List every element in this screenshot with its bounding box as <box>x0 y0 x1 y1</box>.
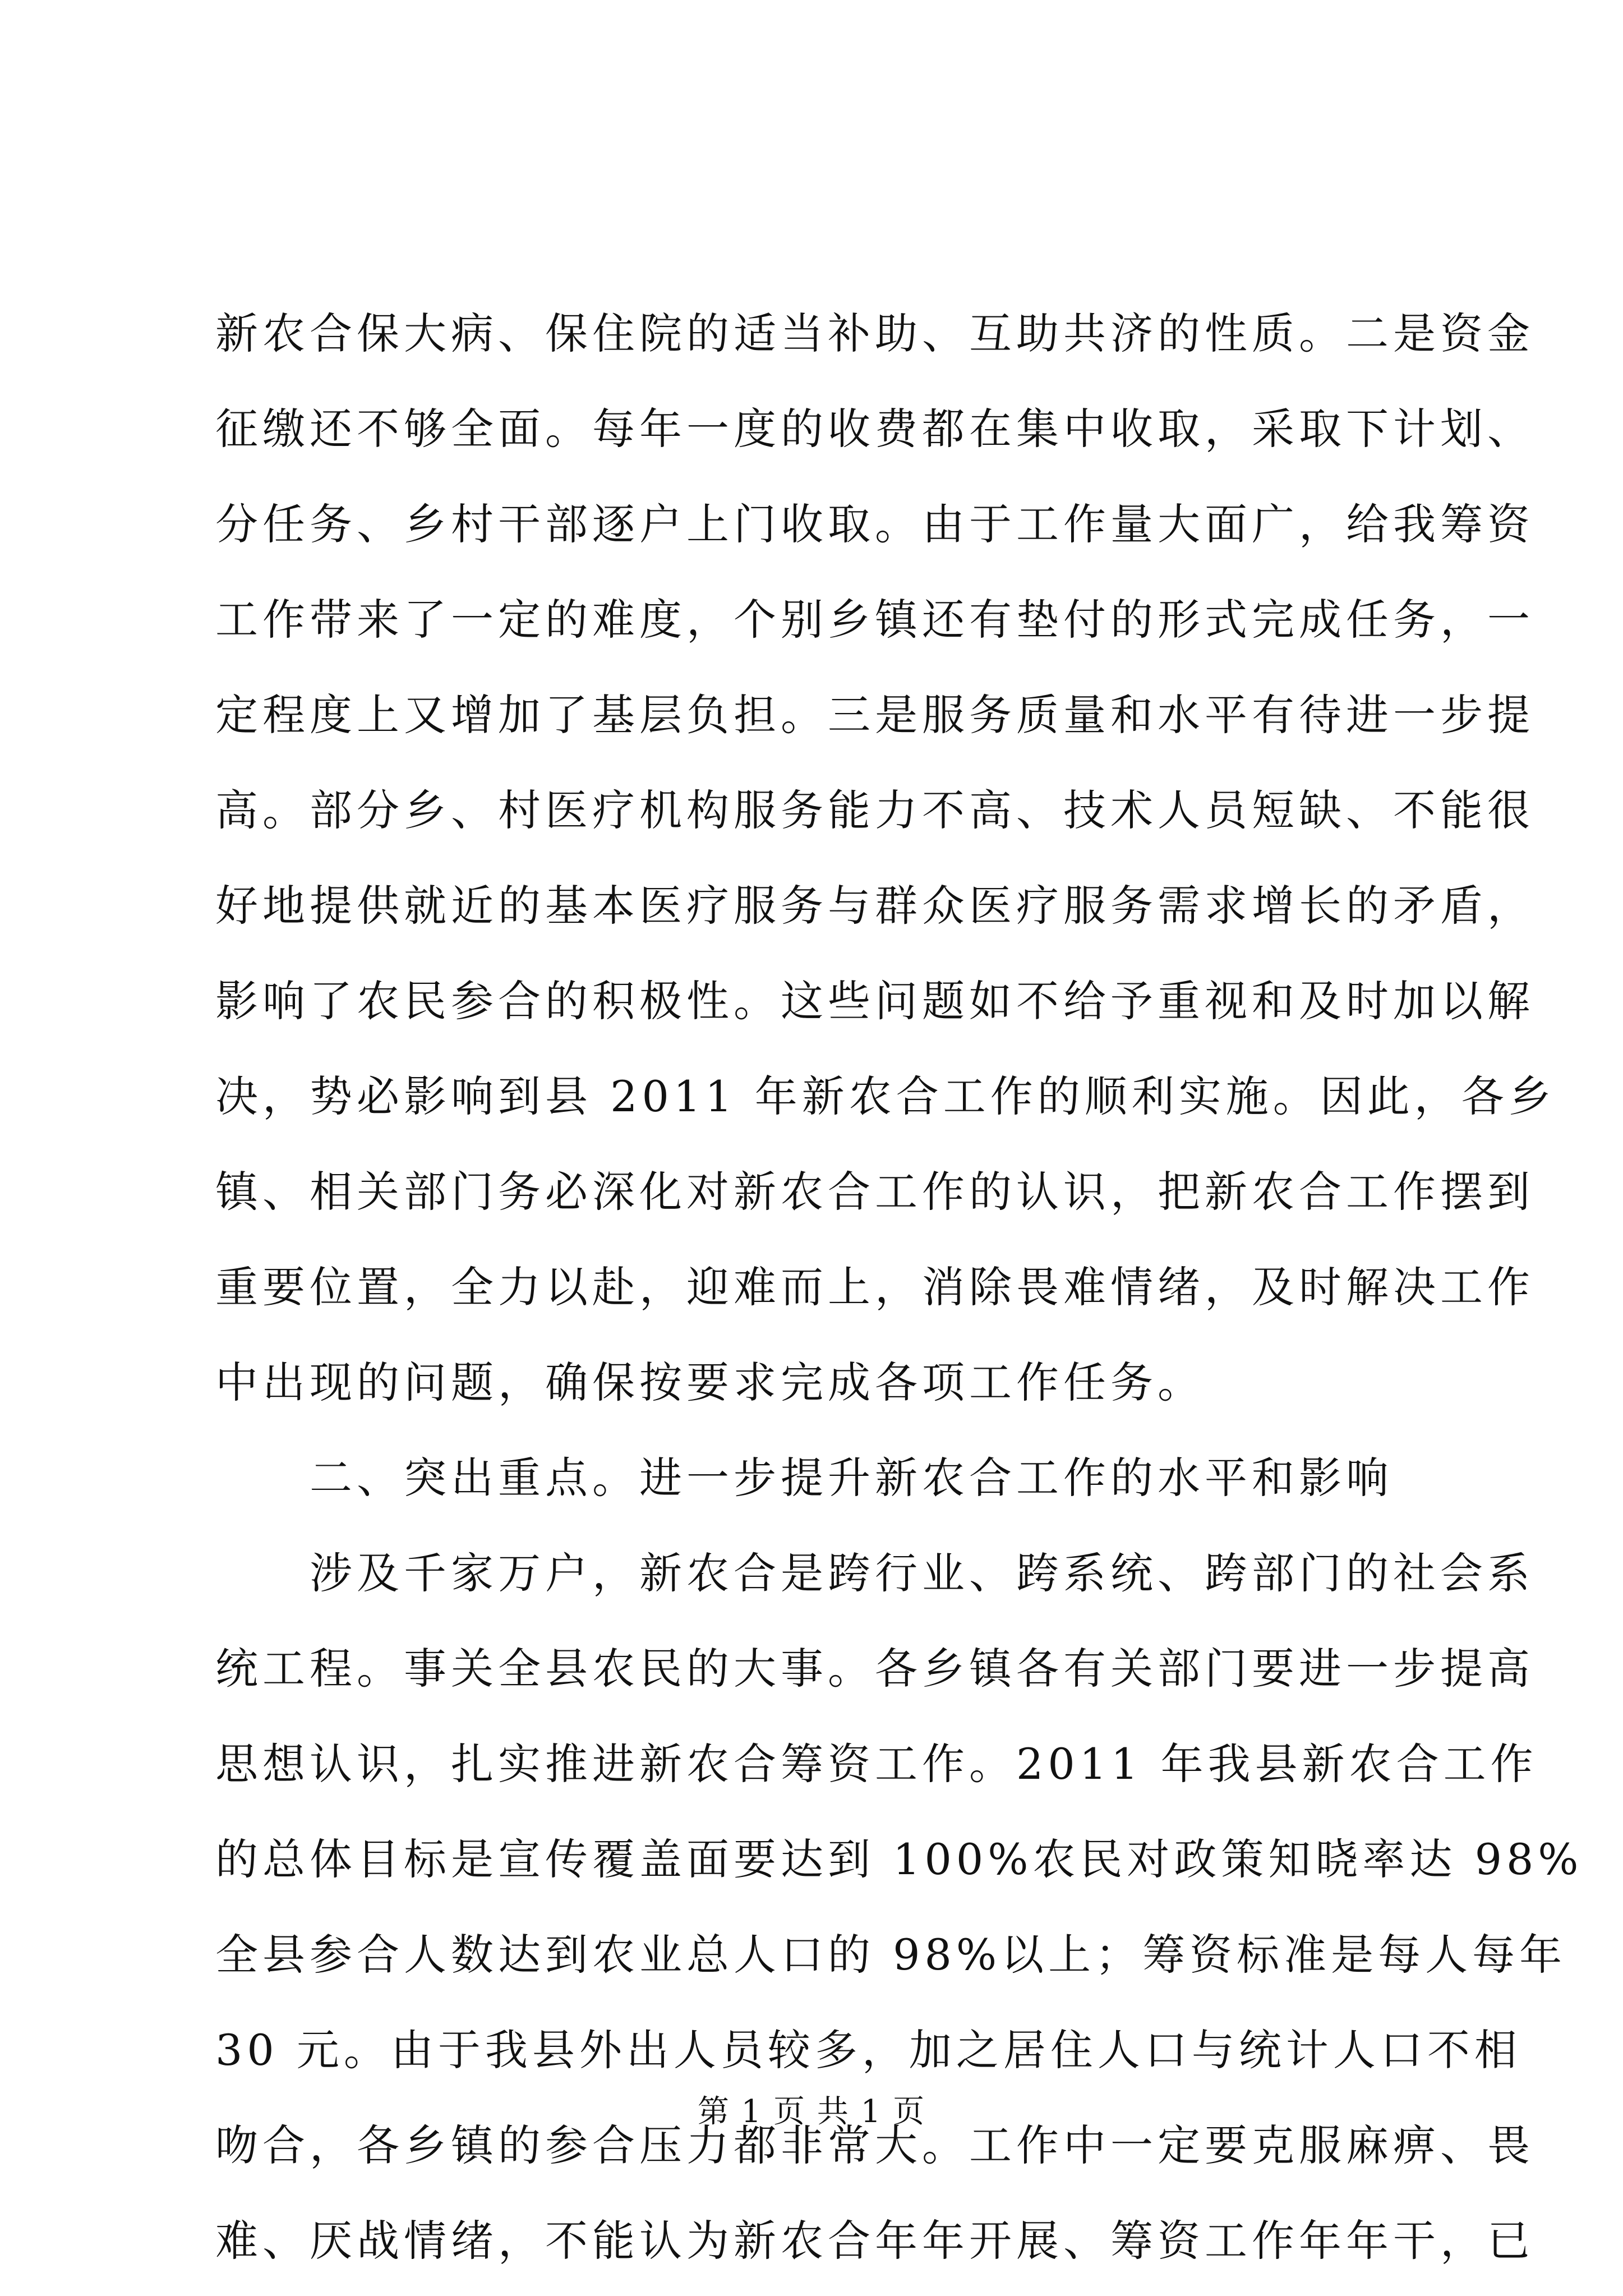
text-line: 工作带来了一定的难度，个别乡镇还有垫付的形式完成任务，一 <box>215 595 1534 645</box>
text-line: 思想认识，扎实推进新农合筹资工作。2011 年我县新农合工作 <box>215 1739 1538 1789</box>
text-line: 难、厌战情绪，不能认为新农合年年开展、筹资工作年年干，已 <box>215 2216 1534 2266</box>
section-heading: 二、突出重点。进一步提升新农合工作的水平和影响 <box>215 1453 1393 1503</box>
text-line: 影响了农民参合的积极性。这些问题如不给予重视和及时加以解 <box>215 976 1534 1026</box>
text-line: 吻合，各乡镇的参合压力都非常大。工作中一定要克服麻痹、畏 <box>215 2120 1534 2170</box>
text-line: 统工程。事关全县农民的大事。各乡镇各有关部门要进一步提高 <box>215 1644 1534 1694</box>
text-line: 好地提供就近的基本医疗服务与群众医疗服务需求增长的矛盾， <box>215 881 1534 931</box>
text-line: 高。部分乡、村医疗机构服务能力不高、技术人员短缺、不能很 <box>215 785 1534 835</box>
text-line: 中出现的问题，确保按要求完成各项工作任务。 <box>215 1358 1205 1407</box>
text-line: 定程度上又增加了基层负担。三是服务质量和水平有待进一步提 <box>215 690 1534 740</box>
text-line: 新农合保大病、保住院的适当补助、互助共济的性质。二是资金 <box>215 309 1534 358</box>
text-line: 全县参合人数达到农业总人口的 98%以上；筹资标准是每人每年 <box>215 1930 1567 1980</box>
text-line: 决，势必影响到县 2011 年新农合工作的顺利实施。因此，各乡 <box>215 1071 1556 1121</box>
page-footer: 第 1 页 共 1 页 <box>697 2093 926 2130</box>
text-line: 重要位置，全力以赴，迎难而上，消除畏难情绪，及时解决工作 <box>215 1262 1534 1312</box>
text-line: 的总体目标是宣传覆盖面要达到 100%农民对政策知晓率达 98% <box>215 1834 1583 1884</box>
text-line: 镇、相关部门务必深化对新农合工作的认识，把新农合工作摆到 <box>215 1167 1534 1217</box>
body-text <box>215 286 1583 2289</box>
text-line: 30 元。由于我县外出人员较多，加之居住人口与统计人口不相 <box>215 2025 1521 2075</box>
text-line: 征缴还不够全面。每年一度的收费都在集中收取，采取下计划、 <box>215 404 1534 454</box>
text-line: 涉及千家万户，新农合是跨行业、跨系统、跨部门的社会系 <box>215 1548 1534 1598</box>
text-line: 分任务、乡村干部逐户上门收取。由于工作量大面广，给我筹资 <box>215 499 1534 549</box>
